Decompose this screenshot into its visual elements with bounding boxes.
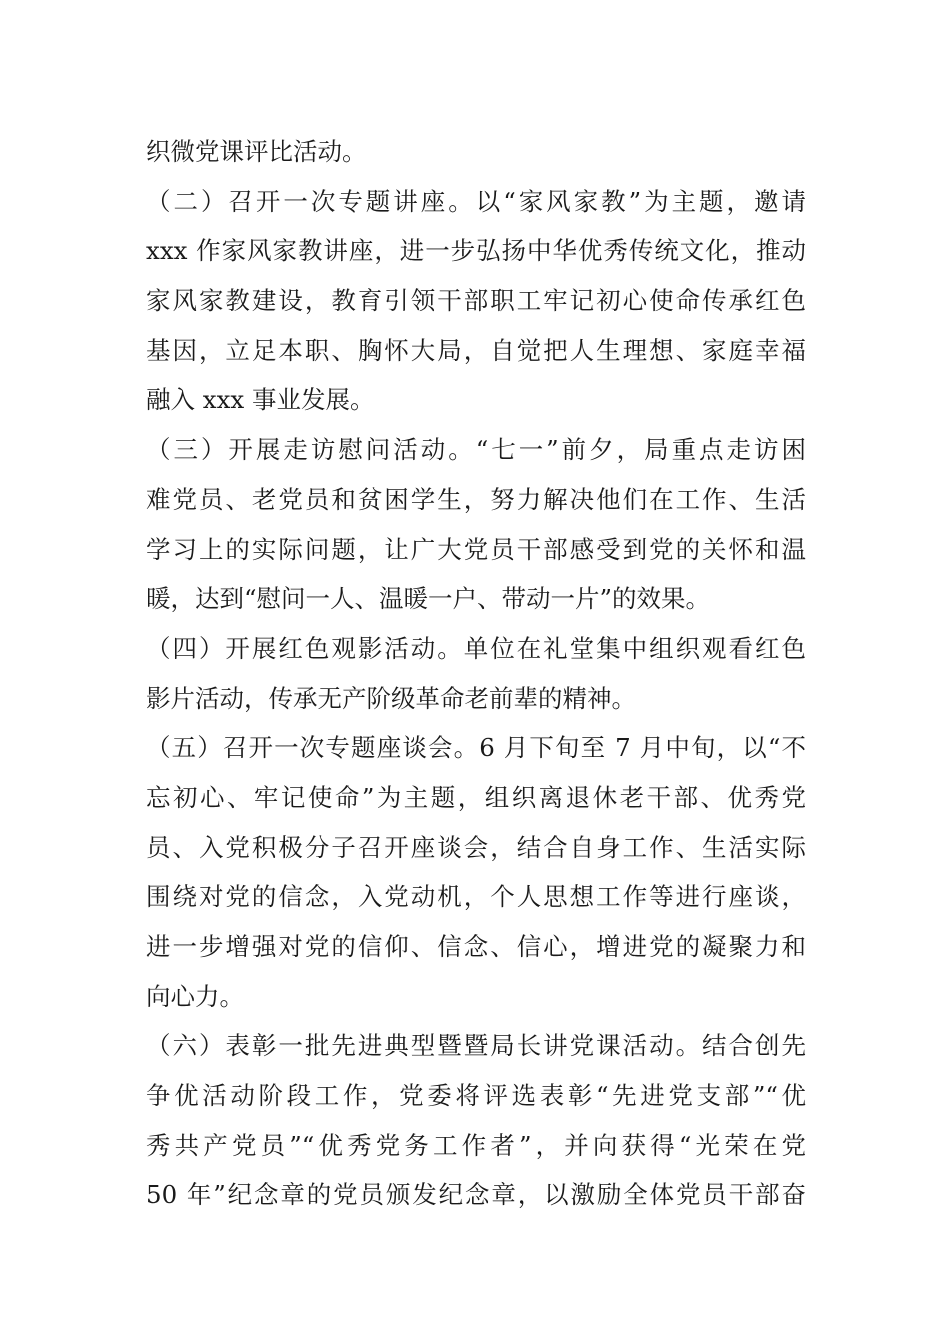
text-line: 难党员、老党员和贫困学生，努力解决他们在工作、生活 bbox=[146, 484, 806, 514]
text-line: （四）开展红色观影活动。单位在礼堂集中组织观看红色 bbox=[146, 633, 806, 663]
text-line: 员、入党积极分子召开座谈会，结合自身工作、生活实际 bbox=[146, 832, 806, 862]
text-line: 基因，立足本职、胸怀大局，自觉把人生理想、家庭幸福 bbox=[146, 335, 806, 365]
text-line: （三）开展走访慰问活动。“七一”前夕，局重点走访困 bbox=[146, 435, 806, 465]
text-line: （六）表彰一批先进典型暨暨局长讲党课活动。结合创先 bbox=[146, 1031, 806, 1061]
text-line: 进一步增强对党的信仰、信念、信心，增进党的凝聚力和 bbox=[146, 932, 806, 961]
text-line: 暖，达到“慰问一人、温暖一户、带动一片”的效果。 bbox=[146, 584, 711, 614]
text-line: 影片活动，传承无产阶级革命老前辈的精神。 bbox=[146, 683, 636, 713]
text-line: （五）召开一次专题座谈会。6 月下旬至 7 月中旬，以“不 bbox=[146, 733, 806, 763]
text-line: 秀共产党员”“优秀党务工作者”，并向获得“光荣在党 bbox=[146, 1130, 806, 1160]
text-line: 围绕对党的信念，入党动机，个人思想工作等进行座谈， bbox=[146, 882, 806, 912]
text-line: 50 年”纪念章的党员颁发纪念章，以激励全体党员干部奋 bbox=[146, 1180, 806, 1210]
text-line: xxx 作家风家教讲座，进一步弘扬中华优秀传统文化，推动 bbox=[146, 236, 806, 266]
text-line: 争优活动阶段工作，党委将评选表彰“先进党支部”“优 bbox=[146, 1081, 806, 1111]
text-line: 向心力。 bbox=[146, 981, 244, 1011]
text-line: 忘初心、牢记使命”为主题，组织离退休老干部、优秀党 bbox=[146, 782, 806, 812]
text-line: （二）召开一次专题讲座。以“家风家教”为主题，邀请 bbox=[146, 186, 806, 216]
text-line: 学习上的实际问题，让广大党员干部感受到党的关怀和温 bbox=[146, 534, 806, 564]
text-line: 家风家教建设，教育引领干部职工牢记初心使命传承红色 bbox=[146, 286, 806, 316]
document-body bbox=[146, 127, 806, 1220]
text-line: 融入 xxx 事业发展。 bbox=[146, 385, 375, 415]
text-line: 织微党课评比活动。 bbox=[146, 137, 367, 166]
